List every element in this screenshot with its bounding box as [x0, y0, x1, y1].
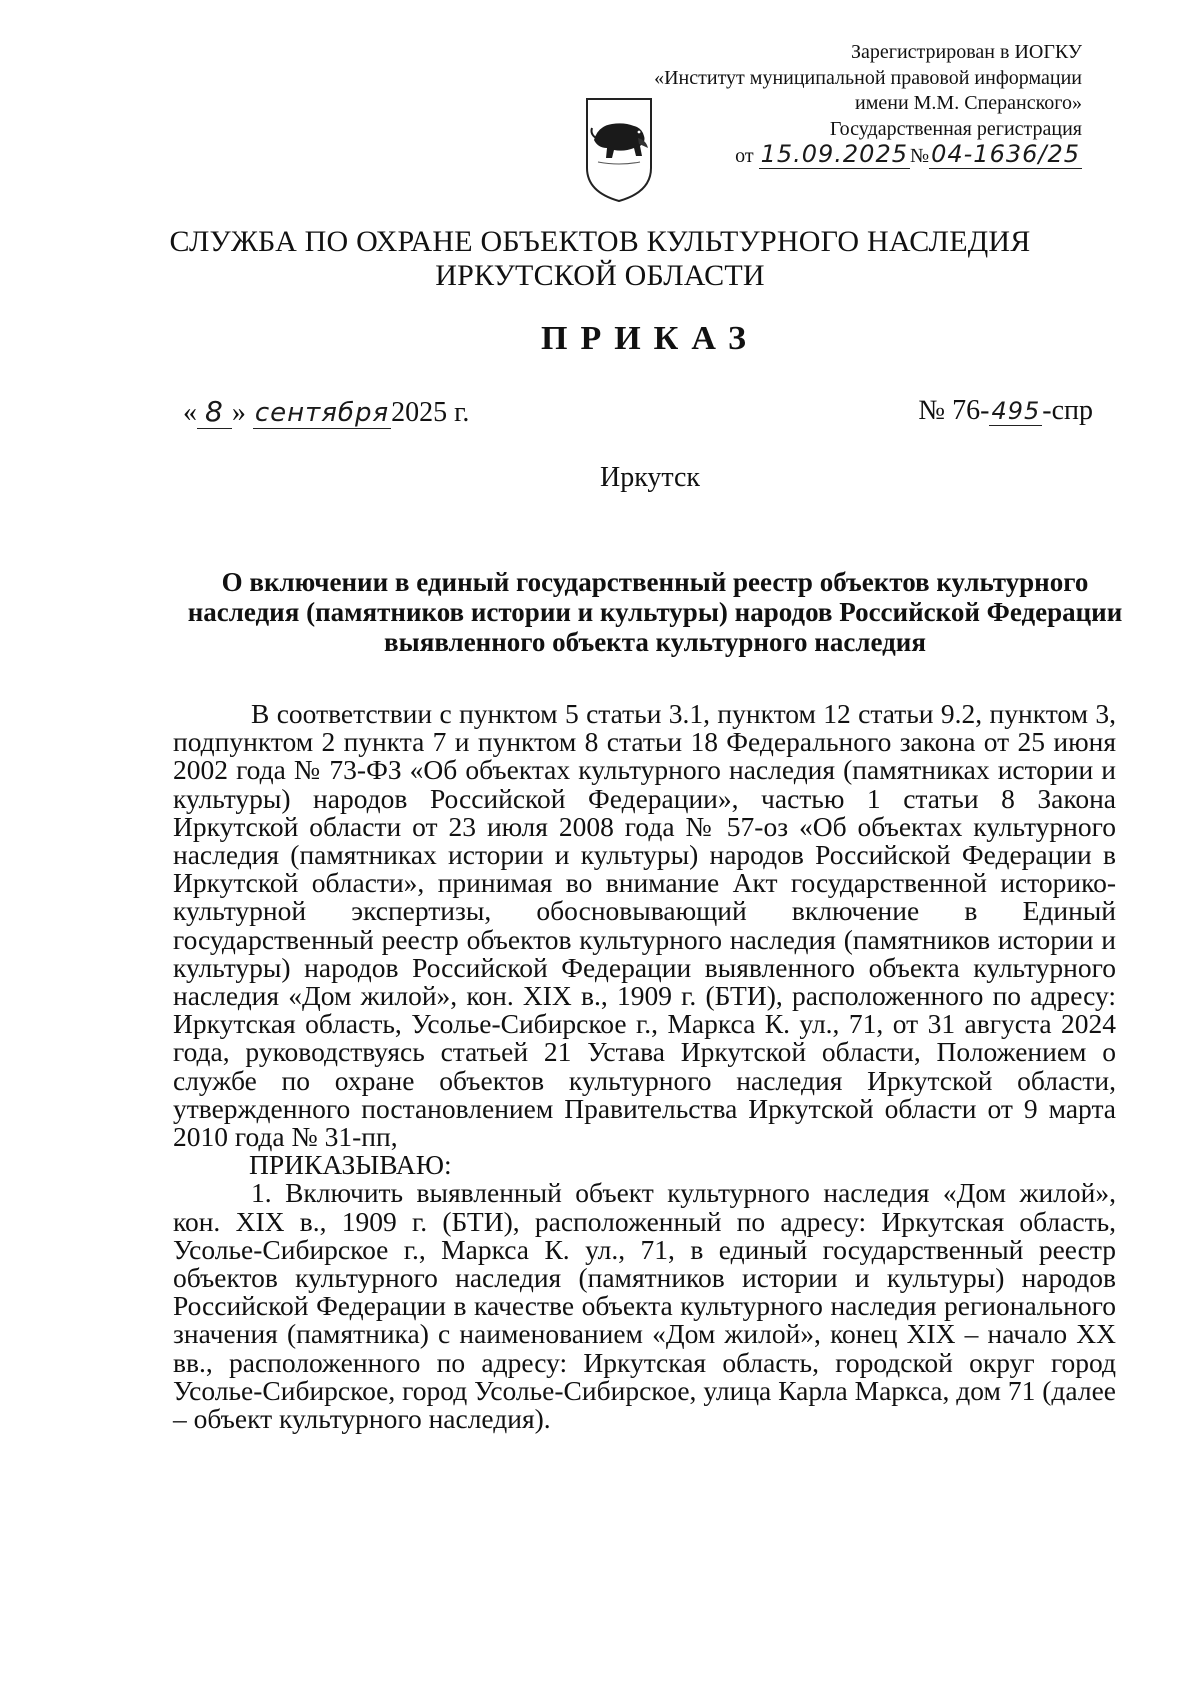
order-date-month: сентября [254, 398, 390, 428]
order-date-year: 2025 г. [391, 397, 470, 428]
order-heading: О включении в единый государственный реестр объектов культурного наследия (памятников истории и культуры) народов Российской Федерации выявленного объекта культурного наследия [187, 567, 1123, 657]
order-date [183, 395, 469, 429]
registration-line-4: Государственная регистрация [829, 117, 1082, 140]
registration-line-1: Зарегистрирован в ИОГКУ [851, 41, 1082, 63]
agency-name-line-2: ИРКУТСКОЙ ОБЛАСТИ [435, 259, 765, 292]
registration-date: 15.09.2025 [760, 140, 908, 168]
order-date-open-quote: « [183, 397, 197, 428]
order-date-close-quote: » [231, 397, 246, 428]
registration-line-2: «Институт муниципальной правовой информации [654, 66, 1082, 89]
registration-number-label: № [910, 145, 930, 167]
city: Иркутск [599, 462, 701, 493]
order-number-handwritten: 495 [991, 397, 1041, 425]
order-date-day: 8 [197, 395, 232, 429]
order-directive-word: ПРИКАЗЫВАЮ: [249, 1149, 452, 1181]
order-number-suffix: -спр [1042, 395, 1093, 426]
preamble-paragraph: В соответствии с пунктом 5 статьи 3.1, пунктом 12 статьи 9.2, пунктом 3, подпунктом 2 пункта 7 и пунктом 8 статьи 18 Федерального закона от 25 июня 2002 года № 73-ФЗ «Об объектах культурного наследия (памятниках истории и культуры) народов Российской Федерации», частью 1 статьи 8 Закона Иркутской области от 23 июля 2008 года № 57-оз «Об объектах культурного наследия (памятниках истории и культуры) народов Российской Федерации в Иркутской области», принимая во внимание Акт государственной историко-культурной экспертизы, обосновывающий включение в Единый государственный реестр объектов культурного наследия (памятников истории и культуры) народов Российской Федерации выявленного объекта культурного наследия «Дом жилой», кон. XIX в., 1909 г. (БТИ), расположенного по адресу: Иркутская область, Усолье-Сибирское г., Маркса К. ул., 71, от 31 августа 2024 года, руководствуясь статьей 21 Устава Иркутской области, Положением о службе по охране объектов культурного наследия Иркутской области, утвержденного постановлением Правительства Иркутской области от 9 марта 2010 года № 31-пп, [173, 698, 1116, 1153]
agency-name [0, 225, 1200, 293]
document-type-title: ПРИКАЗ [541, 320, 759, 357]
order-body [173, 700, 1116, 1433]
registration-from-label: от [735, 145, 754, 167]
registration-number: 04-1636/25 [931, 140, 1080, 168]
irkutsk-coat-of-arms-icon [584, 96, 654, 204]
order-item-1: 1. Включить выявленный объект культурного наследия «Дом жилой», кон. XIX в., 1909 г. (БТИ), расположенный по адресу: Иркутская область, Усолье-Сибирское г., Маркса К. ул., 71, в единый государственный реестр объектов культурного наследия (памятников истории и культуры) народов Российской Федерации в качестве объекта культурного наследия регионального значения (памятника) с наименованием «Дом жилой», конец XIX – начало XX вв., расположенного по адресу: Иркутская область, городской округ город Усолье-Сибирское, город Усолье-Сибирское, улица Карла Маркса, дом 71 (далее – объект культурного наследия). [173, 1177, 1116, 1435]
agency-name-line-1: СЛУЖБА ПО ОХРАНЕ ОБЪЕКТОВ КУЛЬТУРНОГО НАСЛЕДИЯ [169, 225, 1031, 258]
order-number [918, 395, 1093, 427]
registration-line-3: имени М.М. Сперанского» [855, 92, 1082, 114]
order-number-prefix: № 76- [918, 395, 990, 426]
